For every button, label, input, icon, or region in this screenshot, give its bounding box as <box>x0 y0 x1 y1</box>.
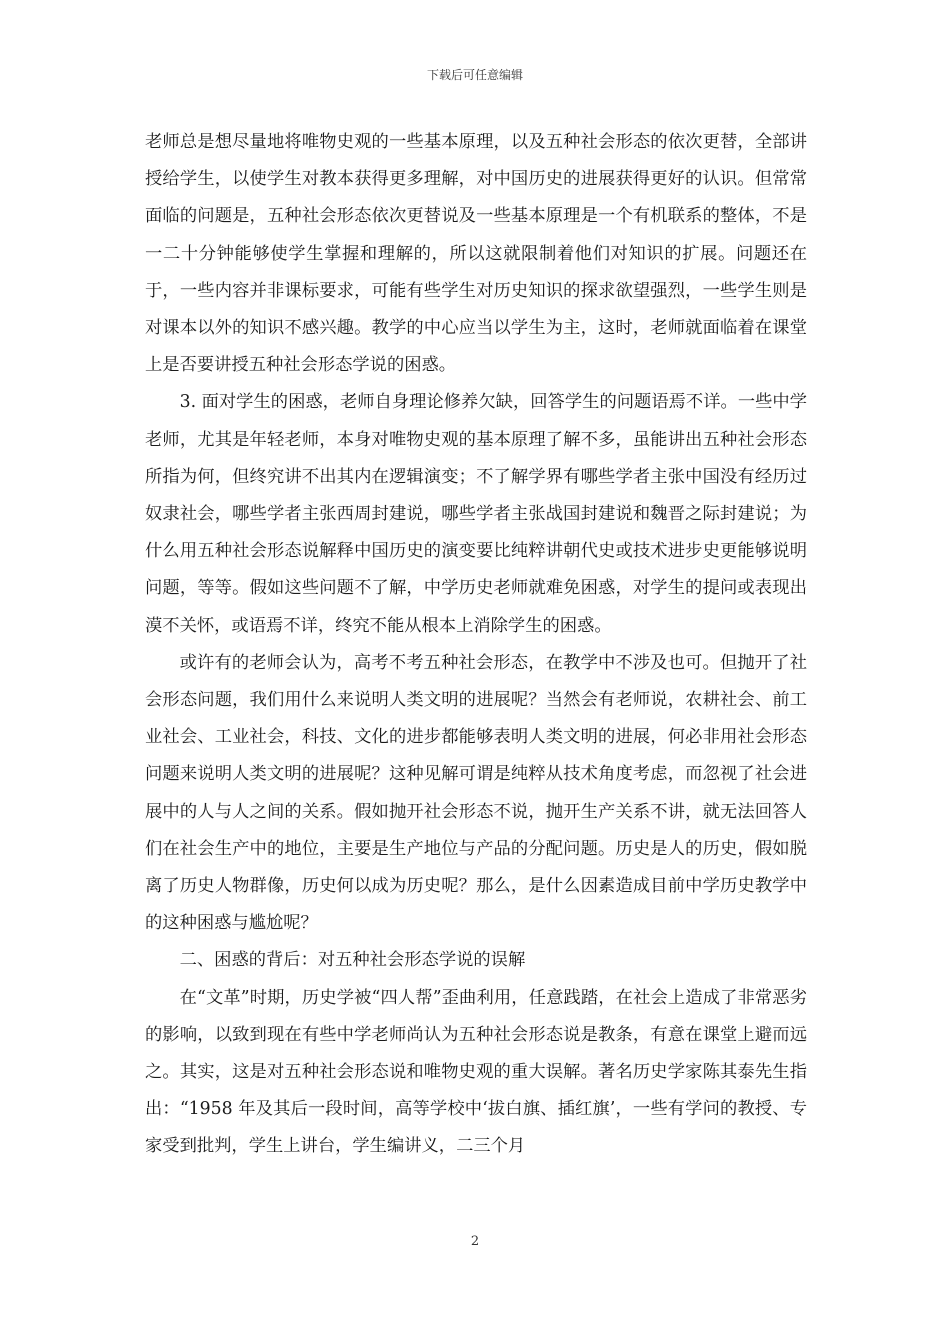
page-number: 2 <box>470 1234 480 1249</box>
section-heading: 二、困惑的背后：对五种社会形态学说的误解 <box>179 950 526 971</box>
paragraph-1: 老师总是想尽量地将唯物史观的一些基本原理，以及五种社会形态的依次更替，全部讲授给学生，以使学生对教本获得更多理解，对中国历史的进展获得更好的认识。但常常面临的问题是，五种社会形态依次更替说及一些基本原理是一个有机联系的整体，不是一二十分钟能够使学生掌握和理解的，所以这就限制着他们对知识的扩展。问题还在于，一些内容并非课标要求，可能有些学生对历史知识的探求欲望强烈，一些学生则是对课本以外的知识不感兴趣。教学的中心应当以学生为主，这时，老师就面临着在课堂上是否要讲授五种社会形态学说的困惑。 <box>145 132 807 376</box>
paragraph-4: 在“文革”时期，历史学被“四人帮”歪曲利用，任意践踏，在社会上造成了非常恶劣的影响，以致到现在有些中学老师尚认为五种社会形态说是教条，有意在课堂上避而远之。其实，这是对五种社会形态说和唯物史观的重大误解。著名历史学家陈其泰先生指出：“1958 年及其后一段时间，高等学校中‘拔白旗、插红旗’，一些有学问的教授、专家受到批判，学生上讲台，学生编讲义，二三个月 <box>145 987 807 1157</box>
document-body <box>145 124 807 1166</box>
paragraph-3: 或许有的老师会认为，高考不考五种社会形态，在教学中不涉及也可。但抛开了社会形态问题，我们用什么来说明人类文明的进展呢？当然会有老师说，农耕社会、前工业社会、工业社会，科技、文化的进步都能够表明人类文明的进展，何必非用社会形态问题来说明人类文明的进展呢？这种见解可谓是纯粹从技术角度考虑，而忽视了社会进展中的人与人之间的关系。假如抛开社会形态不说，抛开生产关系不讲，就无法回答人们在社会生产中的地位，主要是生产地位与产品的分配问题。历史是人的历史，假如脱离了历史人物群像，历史何以成为历史呢？那么，是什么因素造成目前中学历史教学中的这种困惑与尴尬呢？ <box>145 652 807 934</box>
page-header: 下载后可任意编辑 <box>426 68 523 82</box>
paragraph-2: 3. 面对学生的困惑，老师自身理论修养欠缺，回答学生的问题语焉不详。一些中学老师，尤其是年轻老师，本身对唯物史观的基本原理了解不多，虽能讲出五种社会形态所指为何，但终究讲不出其内在逻辑演变；不了解学界有哪些学者主张中国没有经历过奴隶社会，哪些学者主张西周封建说，哪些学者主张战国封建说和魏晋之际封建说；为什么用五种社会形态说解释中国历史的演变要比纯粹讲朝代史或技术进步史更能够说明问题，等等。假如这些问题不了解，中学历史老师就难免困惑，对学生的提问或表现出漠不关怀，或语焉不详，终究不能从根本上消除学生的困惑。 <box>145 392 807 636</box>
